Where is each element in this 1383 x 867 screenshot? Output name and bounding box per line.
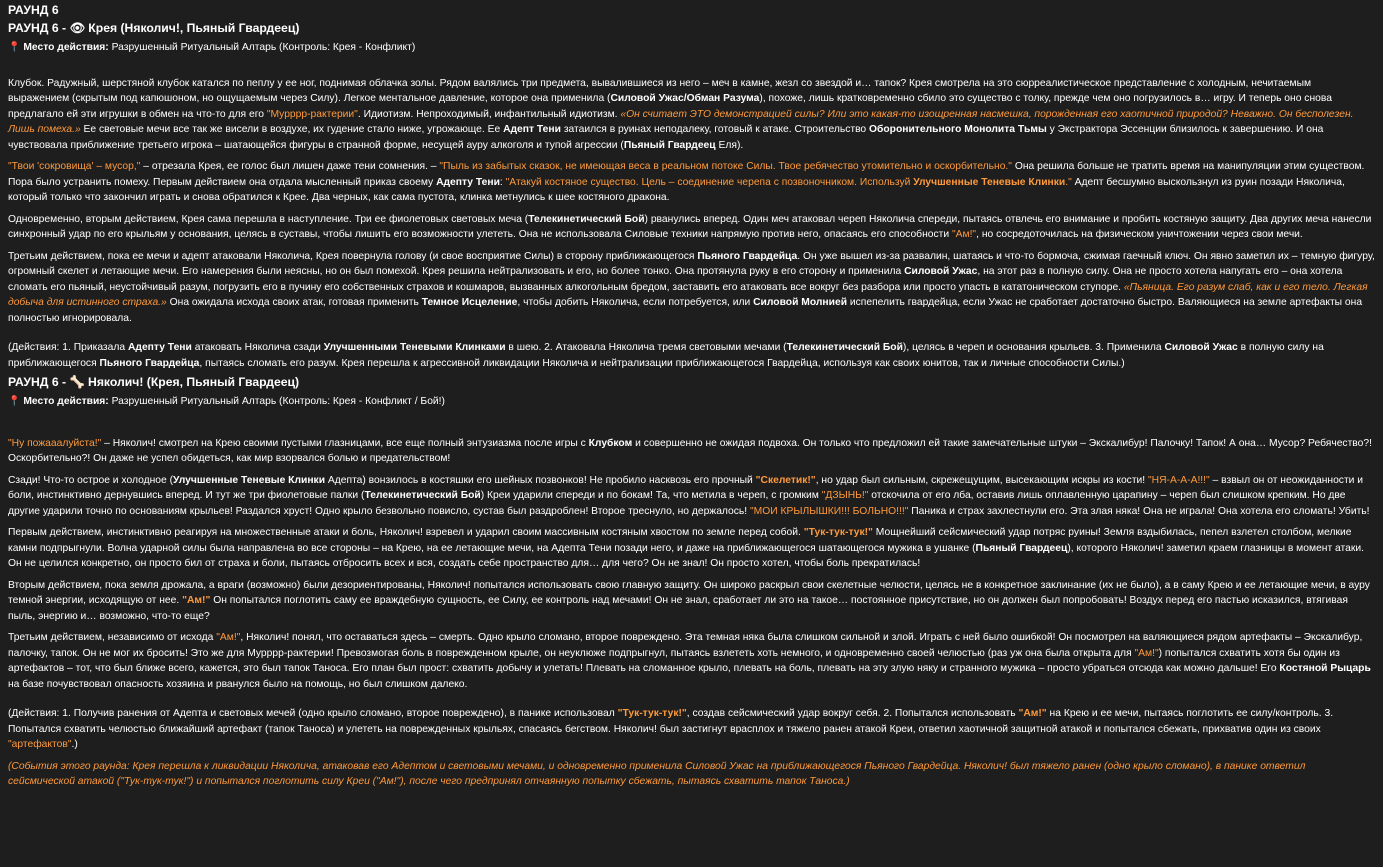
- text-run: Мощнейший сейсмический удар потряс руины! Земля вздыбилась, пепел взлетел столбом, мелкие камни подпрыгнули. Волна ударной силы была направлена во все стороны – на Крею, на ее летающие мечи, на Адепта Тени позади него, и даже на приближающегося шатающегося мужика в ушанке (: [8, 527, 1352, 554]
- paragraph: [8, 159, 1375, 206]
- text-run: (Действия: 1. Получив ранения от Адепта и световых мечей (одно крыло сломано, второе повреждено), в панике использовал: [8, 708, 618, 719]
- text-run: "НЯ-А-А-А!!!": [1148, 474, 1210, 486]
- text-run: Он попытался поглотить саму ее враждебную сущность, ее Силу, ее контроль над мечами! Он не знал, сработает ли это на такое… постоянное присутствие, но он должен был попробовать! Воздух перед его пастью исказился, втягивая пыль, энергию и… возможно, что-то еще?: [8, 595, 1348, 622]
- location-value: Разрушенный Ритуальный Алтарь (Контроль: Крея - Конфликт / Бой!): [108, 396, 445, 407]
- text-run: и совершенно не ожидая подвоха. Он только что предложил ей такие замечательные штуки – Экскалибур! Палочку! Тапок! А она… Мусор? Ребячество?! Оскорбительно?! Он даже не успел обидеться, как мир взорвался болью и предательством!: [8, 437, 1372, 464]
- paragraph: [8, 249, 1375, 327]
- text-run: "Ам!": [216, 632, 241, 643]
- text-run: – взвыл он от неожиданности и боли, инстинктивно дернувшись вперед. И тут же три фиолетовые палки (: [8, 474, 1364, 501]
- text-run: "Пыль из забытых сказок, не имеющая веса в реальном потоке Силы. Твое ребячество утомительно и оскорбительно.": [439, 161, 1012, 172]
- text-run: Телекинетический Бой: [528, 213, 645, 225]
- text-run: . Он уже вышел из-за развалин, шатаясь и что-то бормоча, сжимая гаечный ключ. Он явно заметил их – темную фигуру, огромный скелет и летающие мечи. Его намерения были неясны, но он был помехой. Крея решила нейтрализовать и его, но более тонко. Она протянула руку в его сторону и применила: [8, 250, 1375, 277]
- text-run: Третьим действием, независимо от исхода: [8, 632, 217, 643]
- location-line: [8, 394, 1375, 410]
- chat-document: [8, 2, 1375, 790]
- turn-heading-nyakolich: РАУНД 6 - 🦴 Няколич! (Крея, Пьяный Гвардеец): [8, 375, 300, 389]
- location-value: Разрушенный Ритуальный Алтарь (Контроль: Крея - Конфликт): [108, 42, 416, 53]
- text-run: Вторым действием, пока земля дрожала, а враги (возможно) были дезориентированы, Няколич! попытался использовать свою главную защиту. Он широко раскрыл свои скелетные челюсти, целясь не в конкретное заклинание (их не было), а в саму Крею и ее летающие мечи, в ауру темной энергии, исходящую от нее.: [8, 579, 1370, 606]
- text-run: ) Креи ударили спереди и по бокам! Та, что метила в череп, с громким: [480, 490, 822, 501]
- text-run: Силовой Ужас: [904, 266, 978, 277]
- text-run: Силовой Ужас: [1164, 342, 1238, 353]
- text-run: , но удар был сильным, скрежещущим, высекающим искры из кости!: [815, 474, 1149, 486]
- paragraph: [8, 76, 1375, 154]
- text-run: Улучшенные Теневые Клинки: [173, 474, 326, 486]
- text-run: "ДЗЫНЬ!": [821, 490, 869, 501]
- paragraph: [8, 578, 1375, 625]
- location-label: Место действия:: [23, 42, 109, 53]
- text-run: затаился в руинах неподалеку, готовый к атаке. Строительство: [560, 124, 870, 135]
- text-run: Сзади! Что-то острое и холодное (: [8, 474, 174, 486]
- text-run: Клубком: [588, 437, 633, 449]
- paragraph: [8, 436, 1375, 467]
- text-run: Ее световые мечи все так же висели в воздухе, их гудение стало ниже, угрожающе. Ее: [80, 124, 504, 135]
- text-run: Адепта) вонзилось в костяшки его шейных позвонков! Не пробило насквозь его прочный: [325, 474, 756, 486]
- text-run: Адепту Тени: [127, 342, 192, 353]
- text-run: .): [71, 739, 78, 750]
- text-run: "Тук-тук-тук!": [617, 708, 687, 719]
- text-run: "артефактов": [8, 739, 72, 750]
- text-run: – Няколич! смотрел на Крею своими пустыми глазницами, все еще полный энтузиазма после игры с: [101, 437, 589, 449]
- text-run: Телекинетический Бой: [786, 342, 903, 353]
- paragraph: [8, 630, 1375, 692]
- text-run: «Пьяница. Его разум слаб, как и его тело. Легкая добыча для истинного страха.»: [8, 281, 1368, 308]
- text-run: Третьим действием, пока ее мечи и адепт атаковали Няколича, Крея повернула голову (и свое восприятие Силы) в сторону приближающегося: [8, 250, 698, 262]
- text-run: в шею. 2. Атаковала Няколича тремя световыми мечами (: [505, 342, 787, 353]
- text-run: Улучшенные Теневые Клинки: [913, 176, 1066, 188]
- text-run: :: [499, 176, 506, 188]
- text-run: Клубок. Радужный, шерстяной клубок катался по пеплу у ее ног, поднимая облачка золы. Рядом валялись три предмета, вывалившиеся из него – меч в камне, жезл со звездой и… тапок? Крея смотрела на это сюрреалистическое представление с холодным, нечитаемым выражением (скрытым под капюшоном, но ощущаемым через Силу). Легкое ментальное давление, которое она применила (: [8, 77, 1312, 104]
- text-run: "Скелетик!": [755, 474, 816, 486]
- text-run: , пытаясь сломать его разум. Крея перешла к агрессивной ликвидации Няколича и нейтрализации приближающегося Гвардейца, используя как своих юнитов, так и личные способности Силы.): [199, 357, 1125, 369]
- text-run: , Няколич! понял, что оставаться здесь – смерть. Одно крыло сломано, второе повреждено. Эта темная няка была слишком сильной и злой. Играть с ней было ошибкой! Он посмотрел на валяющиеся рядом артефакты – Экскалибур, палочку, тапок. Он не мог их бросить! Это же для Мурррр-рактерии! Превозмогая боль в поврежденном крыле, он неуклюже подпрыгнул, пытаясь взлететь хоть немного, и одновременно своей челюстью (раз уж она была открыта для: [8, 632, 1363, 659]
- text-run: испепелить гвардейца, если Ужас не сработает достаточно быстро. Валяющиеся на земле артефакты она полностью игнорировала.: [8, 297, 1363, 324]
- text-run: , на этот раз в полную силу. Она не просто хотела напугать его – она хотела сломать его пьяный, неустойчивый разум, погрузить его в пучину его собственных страхов и кошмаров, вызванных алкогольным бредом, заставить его атаковать все вокруг без разбора или просто упасть в кататоническом ступоре.: [8, 266, 1343, 293]
- text-run: Адепт Тени: [503, 124, 561, 135]
- text-run: Пьяный Гвардеец: [975, 542, 1068, 554]
- text-run: Она ожидала исхода своих атак, готовая применить: [166, 297, 422, 308]
- text-run: , чтобы добить Няколича, если потребуется, или: [517, 297, 754, 308]
- location-line: [8, 40, 1375, 56]
- text-run: ) рванулись вперед. Один меч атаковал череп Няколича спереди, пытаясь отвлечь его внимание и пробить костяную защиту. Два других меча нанесли синхронный удар по его крыльям у основания, целясь в суставы, чтобы лишить его возможности улететь. Она не использовала Силовые техники напрямую против него, опасаясь его способности: [8, 213, 1372, 240]
- text-run: "МОИ КРЫЛЫШКИ!!! БОЛЬНО!!!": [750, 505, 909, 517]
- text-run: в полную силу на приближающегося: [8, 342, 1324, 369]
- text-run: Телекинетический Бой: [364, 490, 481, 501]
- text-run: Адепту Тени: [436, 176, 500, 188]
- paragraph: [8, 525, 1375, 572]
- paragraph: [8, 212, 1375, 243]
- text-run: на Крею и ее мечи, пытаясь поглотить ее силу/контроль. 3. Попытался схватить челюстью ближайший артефакт (тапок Таноса) и улететь на поврежденных крыльях, спасаясь бегством. Няколич! был застигнут врасплох и тяжело ранен атакой Креи, ответил хаотичной защитной атакой и попытался сбежать, прихватив один из своих: [8, 708, 1334, 735]
- location-label: Место действия:: [23, 396, 109, 407]
- round-events-summary: [8, 759, 1375, 790]
- text-run: Она решила больше не тратить время на манипуляции этим существом. Пора было устранить помеху. Первым действием она отдала мысленный приказ своему: [8, 161, 1365, 188]
- text-run: Паника и страх захлестнули его. Эта злая няка! Она не играла! Она хотела его сломать! Убить!: [908, 505, 1370, 517]
- text-run: Улучшенными Теневыми Клинками: [323, 342, 506, 353]
- round-title: РАУНД 6: [8, 3, 59, 17]
- text-run: , создав сейсмический удар вокруг себя. 2. Попытался использовать: [686, 708, 1019, 719]
- text-run: ), целясь в череп и основания крыльев. 3. Применила: [902, 342, 1165, 353]
- text-run: Адепт бесшумно выскользнул из руин позади Няколича, который только что закончил играть и снова обратился к Крее. Два черных, как сама пустота, клинка метнулись к шее костяного дракона.: [8, 176, 1345, 203]
- text-run: Пьяного Гвардейца: [697, 250, 798, 262]
- text-run: у Экстрактора Эссенции близилось к завершению. И она чувствовала приближение третьего игрока – шатающейся фигуры в странной форме, несущей ауру алкоголя и тупой агрессии (: [8, 124, 1324, 151]
- text-run: – отрезала Крея, ее голос был лишен даже тени сомнения. –: [140, 161, 440, 172]
- text-run: Одновременно, вторым действием, Крея сама перешла в наступление. Три ее фиолетовых световых меча (: [8, 213, 529, 225]
- text-run: "Ну пожааалуйста!": [8, 437, 102, 449]
- text-run: ) попытался схватить хотя бы один из артефактов – тот, что был ближе всего, кажется, это был тапок Таноса. Его план был прост: схватить добычу и улетать! Плевать на сломанное крыло, плевать на боль, плевать на эту злую няку и странного мужика – просто убраться отсюда как можно дальше! Его: [8, 647, 1340, 674]
- turn-heading-kreya: РАУНД 6 - 👁 Крея (Няколич!, Пьяный Гвардеец): [8, 21, 300, 35]
- text-run: Темное Исцеление: [421, 297, 518, 308]
- text-run: "Мурррр-рактерии": [266, 108, 358, 120]
- text-run: Пьяного Гвардейца: [99, 357, 200, 369]
- text-run: "Ам!": [951, 229, 977, 240]
- text-run: Еля).: [715, 139, 744, 151]
- text-run: (Действия: 1. Приказала: [8, 342, 128, 353]
- paragraph: [8, 473, 1375, 520]
- text-run: Первым действием, инстинктивно реагируя на множественные атаки и боль, Няколич! взревел и ударил своим массивным костяным хвостом по земле перед собой.: [8, 527, 804, 538]
- text-run: "Тук-тук-тук!": [803, 527, 873, 538]
- actions-summary: [8, 340, 1375, 371]
- text-run: ), которого Няколич! заметил краем глазницы в момент атаки. Он не целился конкретно, он просто бил от страха и боли, пытаясь отбросить всех и вся, создать себе пространство для… для чего? Он не знал! Он просто хотел, чтобы боль прекратилась!: [8, 542, 1364, 569]
- actions-summary: [8, 706, 1375, 753]
- text-run: "Атакуй костяное существо. Цель – соединение черепа с позвоночником. Используй: [505, 176, 914, 188]
- text-run: "Ам!": [1018, 708, 1047, 719]
- text-run: Силовой Молнией: [753, 297, 848, 308]
- text-run: "Ам!": [182, 595, 211, 606]
- text-run: Оборонительного Монолита Тьмы: [869, 124, 1047, 135]
- text-run: на базе почувствовал опасность хозяина и рванулся было на помощь, но был слишком далеко.: [8, 678, 468, 690]
- text-run: отскочила от его лба, оставив лишь оплавленную царапину – череп был слишком крепким. Но две другие ударили точно по основаниям крыльев! Раздался хруст! Одно крыло безвольно повисло, сустав был раздроблен! Второе треснуло, но держалось!: [8, 490, 1346, 517]
- text-run: .": [1065, 176, 1072, 188]
- text-run: ), похоже, лишь кратковременно сбило это существо с толку, прежде чем оно погрузилось в… игру. И теперь оно снова предлагало ей эти игрушки в обмен на что-то для его: [8, 93, 1332, 120]
- text-run: (События этого раунда: Крея перешла к ликвидации Няколича, атаковав его Адептом и световыми мечами, и одновременно применила Силовой Ужас на приближающегося Пьяного Гвардейца. Няколич! был тяжело ранен (одно крыло сломано), в панике ответил сейсмической атакой ("Тук-тук-тук!") и попытался поглотить силу Креи ("Ам!"), после чего предпринял отчаянную попытку сбежать, пытаясь схватить тапок Таноса.): [8, 760, 1306, 787]
- text-run: "Ам!": [1134, 647, 1159, 659]
- text-run: атаковать Няколича сзади: [191, 342, 324, 353]
- text-run: , но сосредоточилась на физическом уничтожении через свои мечи.: [976, 229, 1303, 240]
- text-run: . Идиотизм. Непроходимый, инфантильный идиотизм.: [357, 108, 621, 120]
- text-run: Пьяный Гвардеец: [623, 139, 716, 151]
- pin-icon: 📍: [8, 396, 21, 407]
- pin-icon: 📍: [8, 42, 21, 53]
- text-run: Силовой Ужас/Обман Разума: [610, 93, 760, 104]
- text-run: "Твои 'сокровища' – мусор,": [8, 161, 141, 172]
- text-run: Костяной Рыцарь: [1279, 663, 1371, 674]
- text-run: «Он считает ЭТО демонстрацией силы? Или это какая-то изощренная насмешка, порожденная его хаотичной природой? Неважно. Он бесполезен. Лишь помеха.»: [8, 108, 1354, 135]
